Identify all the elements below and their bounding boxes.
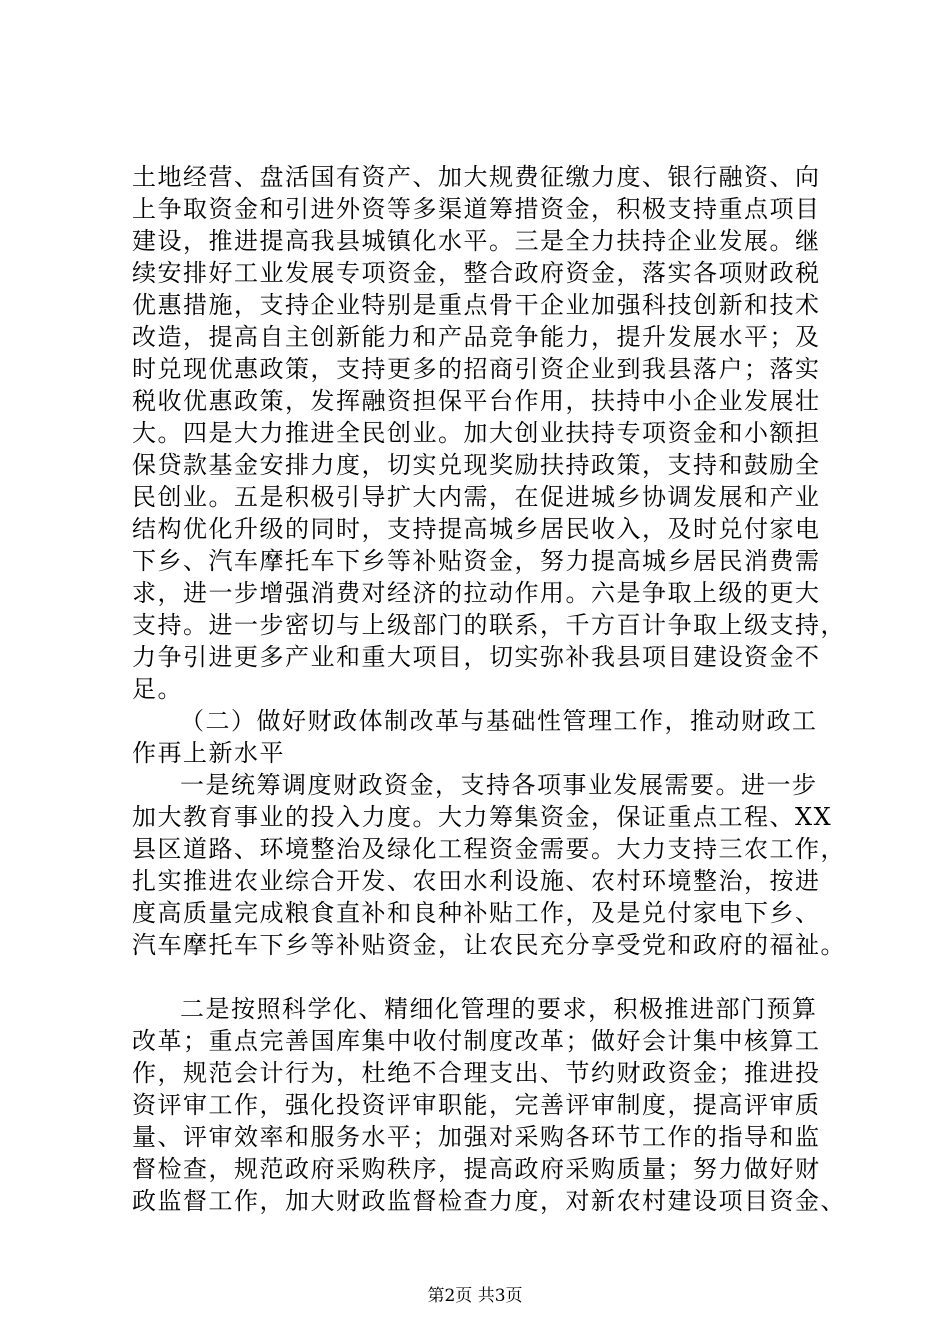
- text-line: 扎实推进农业综合开发、农田水利设施、农村环境整治，按进: [132, 867, 821, 895]
- text-line: 度高质量完成粮食直补和良种补贴工作，及是兑付家电下乡、: [132, 899, 821, 927]
- text-line: 量、评审效率和服务水平；加强对采购各环节工作的指导和监: [132, 1123, 821, 1151]
- text-line: 土地经营、盘活国有资产、加大规费征缴力度、银行融资、向: [132, 163, 821, 191]
- text-line: 作，规范会计行为，杜绝不合理支出、节约财政资金；推进投: [132, 1059, 821, 1087]
- text-line: 优惠措施，支持企业特别是重点骨干企业加强科技创新和技术: [132, 291, 821, 319]
- text-line: 力争引进更多产业和重大项目，切实弥补我县项目建设资金不: [132, 643, 821, 671]
- text-line: 支持。进一步密切与上级部门的联系，千方百计争取上级支持，: [132, 611, 846, 639]
- document-body: [132, 161, 847, 1217]
- text-line: 续安排好工业发展专项资金，整合政府资金，落实各项财政税: [132, 259, 821, 287]
- text-line: 加大教育事业的投入力度。大力筹集资金，保证重点工程、XX: [132, 803, 833, 831]
- text-line: 大。四是大力推进全民创业。加大创业扶持专项资金和小额担: [132, 419, 821, 447]
- text-line: 一是统筹调度财政资金，支持各项事业发展需要。进一步: [180, 771, 818, 799]
- text-line: 结构优化升级的同时，支持提高城乡居民收入，及时兑付家电: [132, 515, 821, 543]
- text-line: 二是按照科学化、精细化管理的要求，积极推进部门预算: [180, 995, 818, 1023]
- text-line: 税收优惠政策，发挥融资担保平台作用，扶持中小企业发展壮: [132, 387, 821, 415]
- text-line: 汽车摩托车下乡等补贴资金，让农民充分享受党和政府的福祉。: [132, 931, 846, 959]
- text-line: 资评审工作，强化投资评审职能，完善评审制度，提高评审质: [132, 1091, 821, 1119]
- text-line: 改革；重点完善国库集中收付制度改革；做好会计集中核算工: [132, 1027, 821, 1055]
- text-line: 时兑现优惠政策，支持更多的招商引资企业到我县落户；落实: [132, 355, 821, 383]
- text-line: 督检查，规范政府采购秩序，提高政府采购质量；努力做好财: [132, 1155, 821, 1183]
- text-line: 县区道路、环境整治及绿化工程资金需要。大力支持三农工作，: [132, 835, 846, 863]
- text-line: 保贷款基金安排力度，切实兑现奖励扶持政策，支持和鼓励全: [132, 451, 821, 479]
- text-line: 建设，推进提高我县城镇化水平。三是全力扶持企业发展。继: [132, 227, 821, 255]
- text-line: 足。: [132, 675, 183, 703]
- text-line: 政监督工作，加大财政监督检查力度，对新农村建设项目资金、: [132, 1187, 846, 1215]
- text-line: 民创业。五是积极引导扩大内需，在促进城乡协调发展和产业: [132, 483, 821, 511]
- section-heading-line: （二）做好财政体制改革与基础性管理工作，推动财政工: [180, 707, 818, 735]
- section-heading-line: 作再上新水平: [132, 739, 285, 767]
- blank-line: [132, 961, 847, 993]
- text-line: 上争取资金和引进外资等多渠道筹措资金，积极支持重点项目: [132, 195, 821, 223]
- text-line: 求，进一步增强消费对经济的拉动作用。六是争取上级的更大: [132, 579, 821, 607]
- text-line: 下乡、汽车摩托车下乡等补贴资金，努力提高城乡居民消费需: [132, 547, 821, 575]
- text-line: 改造，提高自主创新能力和产品竞争能力，提升发展水平；及: [132, 323, 821, 351]
- page-number-footer: 第2页 共3页: [427, 1286, 523, 1306]
